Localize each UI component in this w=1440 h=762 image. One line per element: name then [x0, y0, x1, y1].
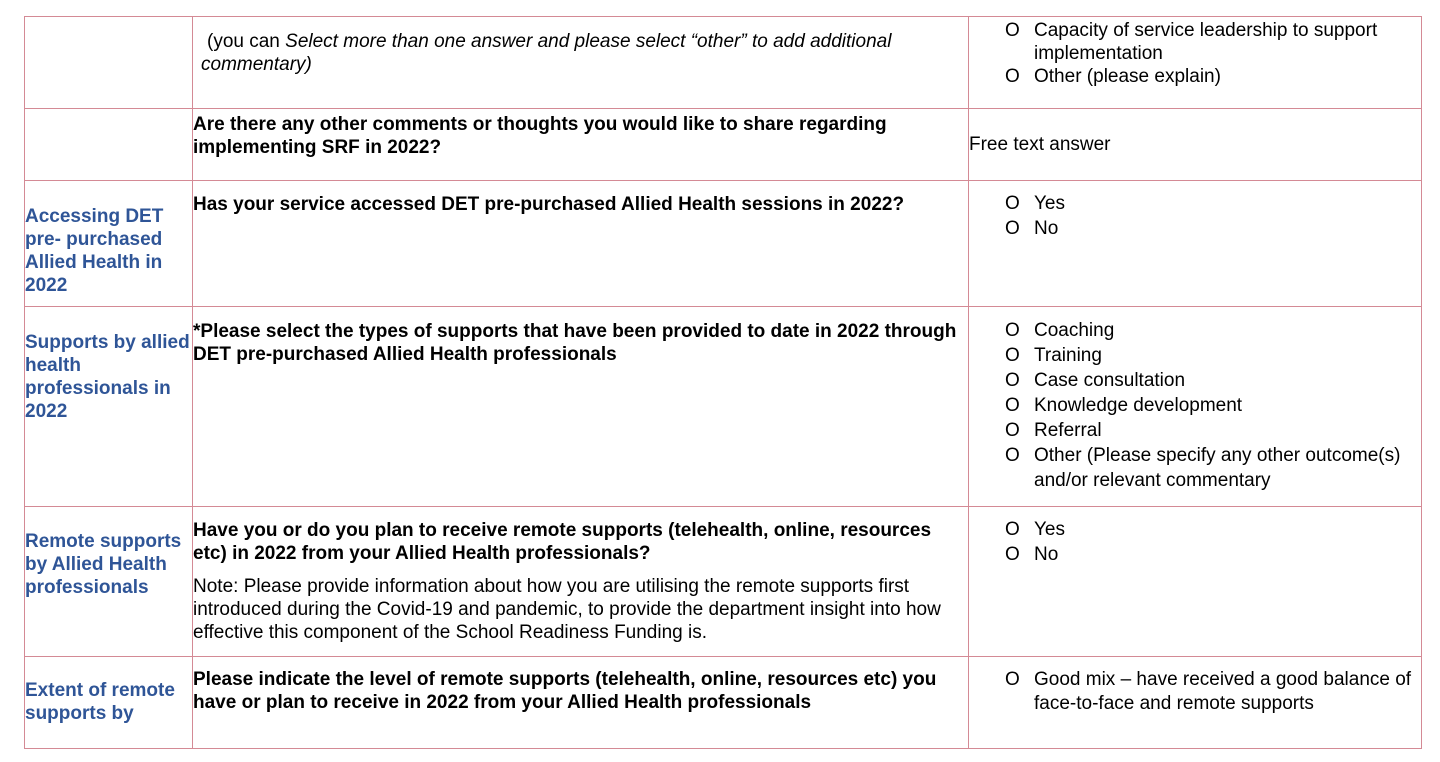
radio-option-yes[interactable] — [969, 517, 1421, 542]
option-label: No — [1034, 544, 1059, 565]
radio-circle-icon: O — [1005, 20, 1020, 41]
radio-circle-icon: O — [1005, 345, 1020, 366]
section-cell — [25, 507, 193, 657]
radio-circle-icon: O — [1005, 370, 1020, 391]
question-note: Note: Please provide information about how you are utilising the remote supports first introduced during the Covid-19 and pandemic, to provide the department insight into how effective this component of the School Readiness Funding is. — [193, 576, 941, 643]
checkbox-option[interactable] — [969, 318, 1421, 343]
option-label: Referral — [1034, 420, 1102, 441]
radio-option-yes[interactable] — [969, 191, 1421, 216]
question-cell — [193, 181, 969, 307]
option-label: Capacity of service leadership to support implementation — [1034, 20, 1378, 64]
question-italic: Select more than one answer and please select “other” to add additional commentary) — [201, 31, 892, 75]
option-label: Good mix – have received a good balance of face-to-face and remote supports — [1034, 669, 1412, 714]
question-text: Please indicate the level of remote supports (telehealth, online, resources etc) you have or plan to receive in 2022 from your Allied Health professionals — [193, 669, 937, 713]
question-text: Has your service accessed DET pre-purchased Allied Health sessions in 2022? — [193, 194, 905, 215]
answer-cell — [969, 17, 1422, 109]
checkbox-option[interactable] — [969, 418, 1421, 443]
table-row — [25, 307, 1422, 507]
radio-option-no[interactable] — [969, 542, 1421, 567]
question-cell — [193, 17, 969, 109]
radio-circle-icon: O — [1005, 320, 1020, 341]
answer-cell — [969, 507, 1422, 657]
section-cell — [25, 307, 193, 507]
checkbox-option[interactable] — [969, 393, 1421, 418]
question-cell — [193, 307, 969, 507]
answer-cell — [969, 181, 1422, 307]
section-heading: Extent of remote supports by — [25, 680, 175, 724]
section-cell — [25, 17, 193, 109]
checkbox-option-other[interactable] — [969, 443, 1421, 493]
radio-option[interactable] — [969, 19, 1421, 65]
table-row — [25, 507, 1422, 657]
radio-circle-icon: O — [1005, 445, 1020, 466]
option-label: Other (please explain) — [1034, 66, 1221, 87]
radio-circle-icon: O — [1005, 193, 1020, 214]
answer-cell — [969, 109, 1422, 181]
radio-circle-icon: O — [1005, 66, 1020, 87]
option-label: Coaching — [1034, 320, 1115, 341]
table-row — [25, 181, 1422, 307]
table-row — [25, 657, 1422, 749]
question-prefix: (you can — [207, 31, 286, 52]
answer-cell — [969, 657, 1422, 749]
option-label: Training — [1034, 345, 1102, 366]
radio-circle-icon: O — [1005, 218, 1020, 239]
table-row — [25, 17, 1422, 109]
section-heading: Accessing DET pre- purchased Allied Health in 2022 — [25, 206, 164, 296]
question-cell — [193, 109, 969, 181]
answer-cell — [969, 307, 1422, 507]
question-cell — [193, 657, 969, 749]
section-heading: Remote supports by Allied Health professionals — [25, 531, 182, 598]
section-heading: Supports by allied health professionals in 2022 — [25, 332, 190, 422]
survey-table — [24, 16, 1422, 749]
option-label: No — [1034, 218, 1059, 239]
option-label: Case consultation — [1034, 370, 1186, 391]
radio-circle-icon: O — [1005, 519, 1020, 540]
question-text: *Please select the types of supports that have been provided to date in 2022 through DET pre-purchased Allied Health professionals — [193, 321, 957, 365]
radio-option[interactable] — [969, 65, 1421, 88]
radio-option-no[interactable] — [969, 216, 1421, 241]
section-cell — [25, 657, 193, 749]
option-label: Knowledge development — [1034, 395, 1243, 416]
radio-circle-icon: O — [1005, 544, 1020, 565]
radio-circle-icon: O — [1005, 669, 1020, 690]
table-row — [25, 109, 1422, 181]
question-text: Have you or do you plan to receive remote supports (telehealth, online, resources etc) in 2022 from your Allied Health professionals? — [193, 520, 932, 564]
radio-circle-icon: O — [1005, 395, 1020, 416]
option-label: Yes — [1034, 519, 1065, 540]
section-cell — [25, 109, 193, 181]
option-label: Yes — [1034, 193, 1065, 214]
radio-circle-icon: O — [1005, 420, 1020, 441]
checkbox-option[interactable] — [969, 368, 1421, 393]
free-text-answer[interactable]: Free text answer — [969, 134, 1111, 155]
radio-option[interactable] — [969, 668, 1421, 716]
checkbox-option[interactable] — [969, 343, 1421, 368]
section-cell — [25, 181, 193, 307]
option-label: Other (Please specify any other outcome(s) and/or relevant commentary — [1034, 445, 1401, 491]
question-cell — [193, 507, 969, 657]
question-text: Are there any other comments or thoughts you would like to share regarding implementing SRF in 2022? — [193, 114, 887, 158]
